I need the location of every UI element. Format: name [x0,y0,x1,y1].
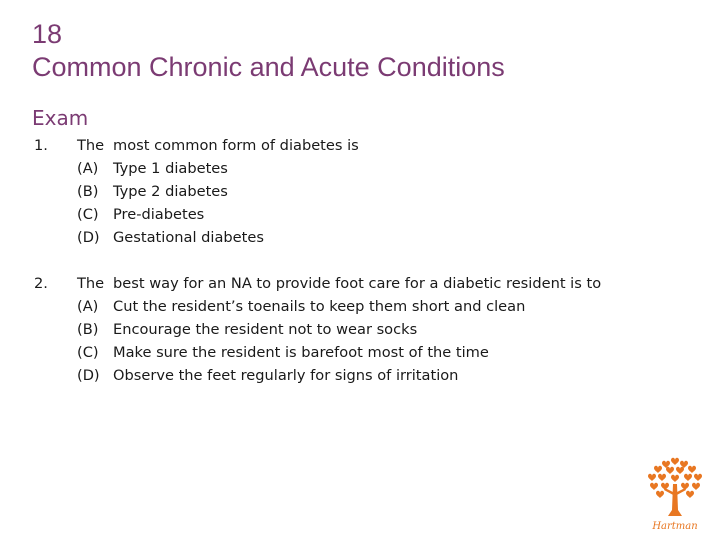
option-text: Pre-diabetes [113,206,205,223]
question-number: 1. [34,137,48,154]
stem-text: most common form of diabetes is [113,137,359,154]
option-letter: (C) [77,206,99,223]
option-letter: (B) [77,183,99,200]
option-text: Type 1 diabetes [113,160,228,177]
section-title: Exam [32,106,89,130]
answer-option[interactable] [34,157,359,180]
answer-option[interactable] [34,226,359,249]
answer-option[interactable] [34,180,359,203]
answer-option[interactable] [34,318,601,341]
stem-text: best way for an NA to provide foot care for a diabetic resident is to [113,275,602,292]
option-letter: (D) [77,229,100,246]
option-text: Cut the resident’s toenails to keep them short and clean [113,298,526,315]
answer-option[interactable] [34,203,359,226]
answer-option[interactable] [34,341,601,364]
option-letter: (D) [77,367,100,384]
option-letter: (B) [77,321,99,338]
answer-option[interactable] [34,364,601,387]
hartman-logo [640,454,710,534]
option-text: Observe the feet regularly for signs of irritation [113,367,459,384]
option-text: Type 2 diabetes [113,183,228,200]
question-2 [34,272,601,387]
option-letter: (A) [77,298,99,315]
chapter-number: 18 [32,19,63,49]
option-text: Encourage the resident not to wear socks [113,321,418,338]
logo-wordmark: Hartman [652,521,698,532]
question-stem [34,134,359,157]
option-text: Make sure the resident is barefoot most of the time [113,344,489,361]
question-1 [34,134,359,249]
question-stem [34,272,601,295]
stem-lead: The [77,137,105,154]
question-number: 2. [34,275,48,292]
option-letter: (A) [77,160,99,177]
heart-tree-icon [648,458,702,516]
answer-option[interactable] [34,295,601,318]
stem-lead: The [77,275,105,292]
option-letter: (C) [77,344,99,361]
chapter-title: Common Chronic and Acute Conditions [32,52,505,82]
option-text: Gestational diabetes [113,229,264,246]
slide-title [32,18,505,84]
